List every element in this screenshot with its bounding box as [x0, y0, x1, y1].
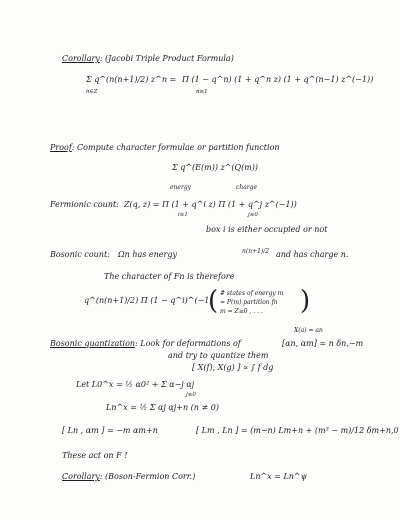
quantization-line-3: [ X(f), X(g) ] ∝ ∫ f dg [192, 363, 274, 372]
paren-open: ( [208, 286, 219, 316]
fermionic-sub-j: j≥0 [248, 212, 258, 218]
paren-close: ) [300, 286, 311, 316]
paren-line-1: # states of energy m [220, 290, 284, 297]
proof-text: : Compute character formulae or partition function [71, 143, 280, 152]
bosonic-label: Bosonic count: [50, 250, 110, 259]
fermionic-label: Fermionic count: [50, 200, 119, 209]
character-line: The character of Fn is therefore [104, 272, 235, 281]
fermionic-sub-i: i≥1 [178, 212, 188, 218]
ln-definition: Ln^x = ½ Σ αj αj+n (n ≠ 0) [106, 403, 219, 412]
quantization-text: : Look for deformations of [135, 339, 241, 348]
jacobi-sum-index: n∈Z [86, 89, 98, 95]
bosonic-text-b: and has charge n. [276, 250, 349, 259]
bosonic-energy-expr: n(n+1)/2 [242, 248, 270, 255]
proof-heading: Proof [50, 143, 72, 152]
corollary-line [62, 54, 234, 64]
partition-formula: Σ q^(E(m)) z^(Q(m)) [172, 163, 259, 172]
xa-annotation: X(a) = an [294, 327, 323, 334]
ln-alpha-commutator: [ Ln , αm ] = −m αm+n [62, 426, 158, 435]
corollary-title: : (Jacobi Triple Product Formula) [99, 54, 234, 63]
l0-definition: Let L0^x = ½ α0² + Σ α−j αj [76, 380, 195, 389]
character-formula: q^(n(n+1)/2) Π (1 − q^i)^(−1) [84, 296, 213, 305]
final-corollary-text: : (Boson-Fermion Corr.) [99, 472, 196, 481]
final-corollary-heading: Corollary [62, 472, 100, 481]
l0-sum-index: j≥0 [186, 392, 196, 398]
bosonic-text-a: Ωn has energy [118, 250, 177, 259]
corollary-heading: Corollary [62, 54, 100, 63]
acts-line: These act on F ! [62, 451, 128, 460]
paren-line-2: = P(m) partition fn [220, 299, 278, 306]
virasoro-commutator: [ Lm , Ln ] = (m−n) Lm+n + (m³ − m)/12 δm+n,0 [196, 426, 399, 435]
proof-line [50, 143, 280, 153]
fermionic-note: box i is either occupied or not [206, 225, 328, 234]
final-corollary-formula: Ln^x = Ln^ψ [250, 472, 307, 481]
quantization-line-2: and try to quantize them [168, 351, 269, 360]
fermionic-formula: Z(q, z) = Π (1 + q^i z) Π (1 + q^j z^(−1)) [124, 200, 297, 209]
charge-label: charge [236, 184, 258, 191]
jacobi-lhs: Σ q^(n(n+1)/2) z^n = [86, 75, 177, 84]
final-corollary-line [62, 472, 195, 482]
paren-line-3: m = Z≥0 , . . . [220, 308, 263, 315]
quantization-line [50, 339, 241, 349]
alpha-commutator: [αn, αm] = n δn,−m [282, 339, 364, 348]
energy-label: energy [170, 184, 192, 191]
jacobi-rhs: Π (1 − q^n) (1 + q^n z) (1 + q^(n−1) z^(−1)) [182, 75, 374, 84]
quantization-heading: Bosonic quantization [50, 339, 136, 348]
jacobi-prod-index: n≥1 [196, 89, 208, 95]
